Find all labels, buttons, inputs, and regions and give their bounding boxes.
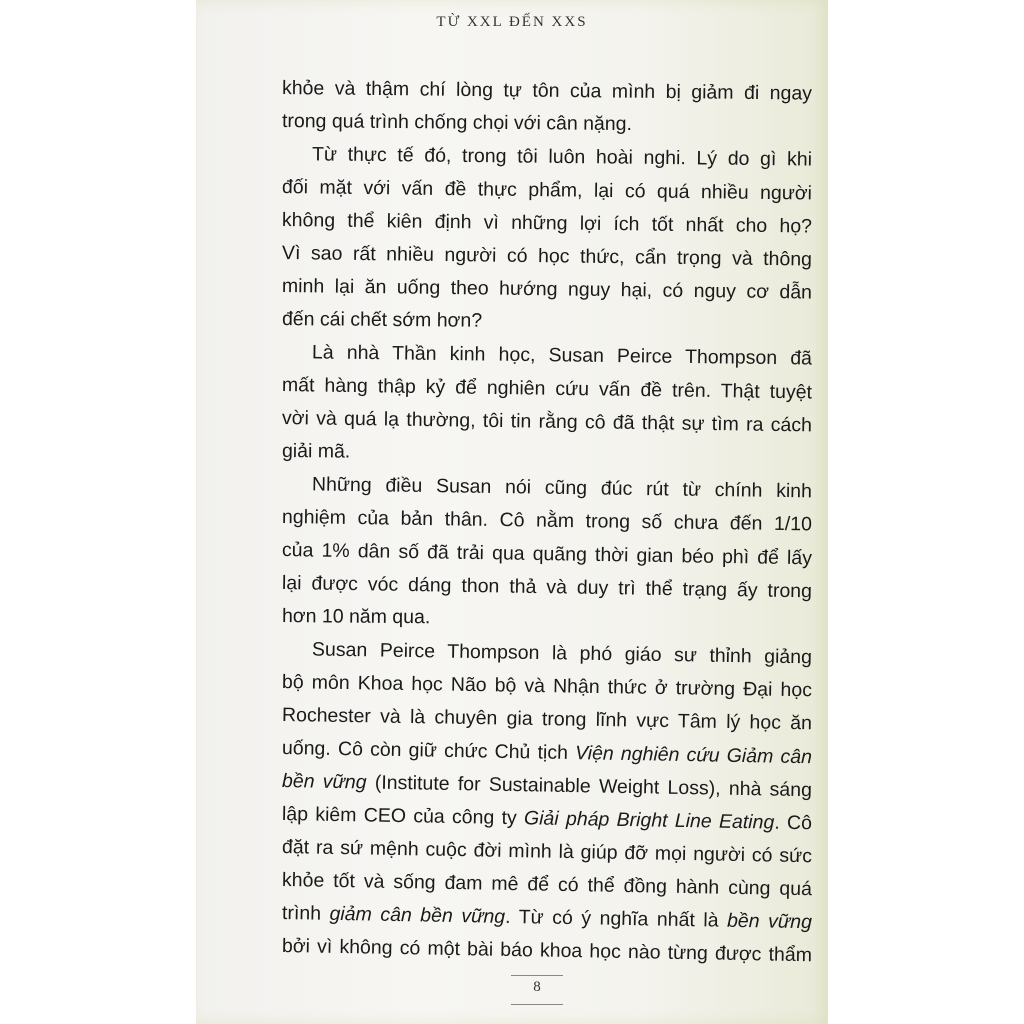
text-segment: uống. Cô còn giữ chức Chủ tịch (281, 737, 576, 765)
text-line: Susan Peirce Thompson là phó giáo sư thỉnh giảng (311, 638, 813, 669)
page-number: 8 (533, 979, 541, 995)
italic-text: Viện nghiên cứu Giảm cân (574, 742, 813, 769)
italic-text: Giải pháp Bright Line Eating (523, 807, 775, 834)
text-line: khỏe và thậm chí lòng tự tôn của mình bị giảm đi ngay (281, 77, 813, 105)
text-line: mất hàng thập kỷ để nghiên cứu vấn đề trên. Thật tuyệt (281, 374, 813, 404)
text-line: vời và quá lạ thường, tôi tin rằng cô đã thật sự tìm ra cách (281, 407, 813, 437)
text-segment: lập kiêm CEO của công ty (281, 803, 525, 830)
book-page (196, 0, 828, 1024)
text-segment: . Từ có ý nghĩa nhất là (504, 905, 728, 932)
text-line: không thể kiên định vì những lợi ích tốt nhất cho họ? (281, 209, 813, 238)
text-line: trong quá trình chống chọi với cân nặng. (281, 110, 633, 136)
footer-rule-bottom (511, 1004, 563, 1005)
text-line: của 1% dân số đã trải qua quãng thời gian béo phì để lấy (281, 539, 813, 570)
text-line: nghiệm của bản thân. Cô nằm trong số chưa đến 1/10 (281, 506, 813, 536)
text-line: đặt ra sứ mệnh cuộc đời mình là giúp đỡ mọi người có sức (281, 836, 813, 868)
text-line: Vì sao rất nhiều người có học thức, cẩn trọng và thông (281, 242, 813, 271)
text-line: bộ môn Khoa học Não bộ và Nhận thức ở trường Đại học (281, 671, 813, 702)
text-line: đối mặt với vấn đề thực phẩm, lại có quá nhiều người (281, 176, 813, 205)
footer-rule-top (511, 975, 563, 976)
text-line: giải mã. (281, 440, 351, 463)
body-text (281, 72, 813, 967)
text-line: hơn 10 năm qua. (281, 605, 431, 629)
text-line: Rochester và là chuyên gia trong lĩnh vực Tâm lý học ăn (281, 704, 813, 735)
text-segment: trình (281, 902, 330, 925)
text-line: khỏe tốt và sống đam mê để có thể đồng hành cùng quá (281, 869, 813, 901)
text-line: Từ thực tế đó, trong tôi luôn hoài nghi. Lý do gì khi (311, 143, 813, 171)
text-line: Là nhà Thần kinh học, Susan Peirce Thompson đã (311, 341, 813, 370)
italic-text: giảm cân bền vững (329, 902, 506, 928)
running-head: TỪ XXL ĐẾN XXS (436, 14, 588, 30)
text-line: minh lại ăn uống theo hướng nguy hại, có nguy cơ dẫn (281, 275, 813, 304)
text-segment: . Cô (774, 811, 813, 835)
italic-text: bền vững (281, 770, 367, 794)
text-segment: (Institute for Sustainable Weight Loss), nhà sáng (366, 771, 813, 802)
text-line: lại được vóc dáng thon thả và duy trì thể trạng ấy trong (281, 572, 813, 603)
text-line: bởi vì không có một bài báo khoa học nào từng được thẩm (281, 935, 813, 967)
text-line: Những điều Susan nói cũng đúc rút từ chính kinh (311, 473, 813, 503)
text-line: đến cái chết sớm hơn? (281, 308, 483, 332)
italic-text: bền vững (726, 909, 813, 934)
